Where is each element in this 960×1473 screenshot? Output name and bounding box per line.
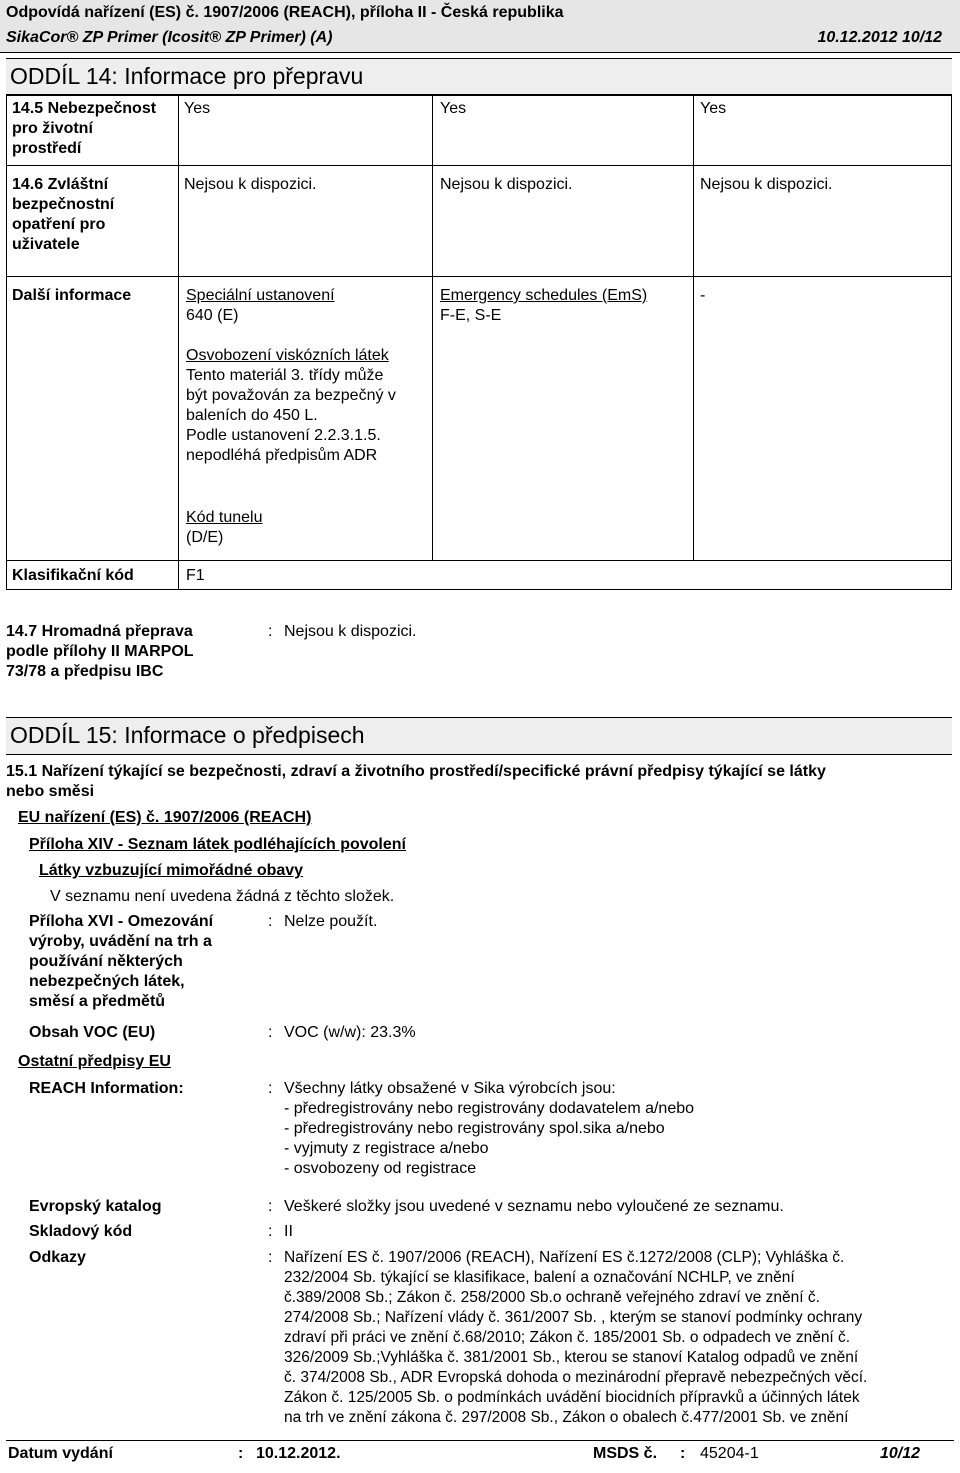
document-header	[0, 0, 960, 53]
transport-table	[6, 94, 952, 590]
special-value-adr: Nejsou k dispozici.	[184, 176, 317, 193]
classification-code-value: F1	[186, 567, 205, 584]
annex-xiv-heading: Příloha XIV - Seznam látek podléhajících povolení	[29, 836, 406, 853]
special-value-iata: Nejsou k dispozici.	[700, 176, 833, 193]
catalog-label: Evropský katalog	[29, 1198, 162, 1215]
issue-date-label: Datum vydání	[8, 1445, 113, 1462]
msds-colon: :	[680, 1445, 686, 1462]
viscous-exemption-label: Osvobození viskózních látek	[186, 347, 389, 364]
msds-value: 45204-1	[700, 1445, 759, 1462]
eu-regulation-heading: EU nařízení (ES) č. 1907/2006 (REACH)	[18, 809, 312, 826]
product-name: SikaCor® ZP Primer (Icosit® ZP Primer) (A)	[6, 29, 333, 46]
ems-value: F-E, S-E	[440, 307, 502, 324]
env-value-adr: Yes	[184, 100, 211, 117]
bulk-colon: :	[268, 623, 273, 640]
references-colon: :	[268, 1249, 273, 1266]
table-divider	[693, 94, 694, 560]
annex-xvi-label: Příloha XVI - Omezování výroby, uvádění na trh a používání některých nebezpečných látek, směsí a předmětů	[29, 913, 214, 1010]
svhc-text: V seznamu není uvedena žádná z těchto složek.	[50, 888, 395, 905]
header-date-page: 10.12.2012 10/12	[817, 29, 942, 46]
storage-code-label: Skladový kód	[29, 1223, 133, 1240]
section-14-title-bar	[6, 58, 952, 96]
other-eu-heading: Ostatní předpisy EU	[18, 1053, 171, 1070]
table-divider	[178, 94, 179, 590]
reach-info-label: REACH Information:	[29, 1080, 184, 1097]
special-provisions-label: Speciální ustanovení	[186, 287, 335, 304]
issue-date-colon: :	[238, 1445, 244, 1462]
tunnel-code-label: Kód tunelu	[186, 509, 263, 526]
row-other-label: Další informace	[12, 287, 132, 304]
references-text: Nařízení ES č. 1907/2006 (REACH), Nařízení ES č.1272/2008 (CLP); Vyhláška č. 232/2004 Sb. týkající se klasifikace, balení a označování NCHLP, ve znění č.389/2008 Sb.; Zákon č. 258/2000 Sb.o ochraně veřejného zdraví ve znění č. 274/2008 Sb.; Nařízení vlády č. 361/2007 Sb. , kterým se stanoví podmínky ochrany zdraví při práci ve znění č.68/2010; Zákon č. 185/2001 Sb. o odpadech ve znění č. 326/2009 Sb.;Vyhláška č. 381/2001 Sb., kterou se stanoví Katalog odpadů ve znění č. 374/2008 Sb., ADR Evropská dohoda o mezinárodní přepravě nebezpečných věcí. Zákon č. 125/2005 Sb. o podmínkách uvádění biocidních přípravků a účinných látek na trh ve znění zákona č. 297/2008 Sb., Zákon o obalech č.477/2001 Sb. ve znění	[284, 1249, 868, 1426]
storage-code-colon: :	[268, 1223, 273, 1240]
row-special-label: 14.6 Zvláštní bezpečnostní opatření pro uživatele	[12, 176, 115, 253]
reach-info-text: Všechny látky obsažené v Sika výrobcích jsou: - předregistrovány nebo registrovány dodavatelem a/nebo - předregistrovány nebo registrovány spol.sika a/nebo - vyjmuty z registrace a/nebo - osvobozeny od registrace	[284, 1080, 695, 1177]
msds-label: MSDS č.	[593, 1445, 658, 1462]
section-15-title-bar	[6, 717, 952, 755]
section-14-title: ODDÍL 14: Informace pro přepravu	[10, 63, 364, 89]
special-value-imdg: Nejsou k dispozici.	[440, 176, 573, 193]
ems-label: Emergency schedules (EmS)	[440, 287, 648, 304]
voc-label: Obsah VOC (EU)	[29, 1024, 156, 1041]
storage-code-value: II	[284, 1223, 293, 1240]
voc-colon: :	[268, 1024, 273, 1041]
section-15-title: ODDÍL 15: Informace o předpisech	[10, 722, 365, 748]
catalog-value: Veškeré složky jsou uvedené v seznamu nebo vyloučené ze seznamu.	[284, 1198, 784, 1215]
bulk-transport-label: 14.7 Hromadná přeprava podle přílohy II MARPOL 73/78 a předpisu IBC	[6, 623, 194, 680]
footer-divider	[6, 1440, 954, 1441]
env-value-iata: Yes	[700, 100, 727, 117]
tunnel-code-value: (D/E)	[186, 529, 224, 546]
table-row-divider	[6, 276, 952, 277]
table-divider	[432, 94, 433, 560]
reach-info-colon: :	[268, 1080, 273, 1097]
classification-code-label: Klasifikační kód	[12, 567, 134, 584]
issue-date-value: 10.12.2012.	[256, 1445, 341, 1462]
voc-value: VOC (w/w): 23.3%	[284, 1024, 416, 1041]
table-row-divider	[6, 165, 952, 166]
svhc-heading: Látky vzbuzující mimořádné obavy	[39, 862, 304, 879]
table-row-divider	[6, 560, 952, 561]
viscous-exemption-text: Tento materiál 3. třídy může být považován za bezpečný v baleních do 450 L. Podle ustanovení 2.2.3.1.5. nepodléhá předpisům ADR	[186, 367, 396, 464]
references-label: Odkazy	[29, 1249, 86, 1266]
regulation-line: Odpovídá nařízení (ES) č. 1907/2006 (REACH), příloha II - Česká republika	[6, 4, 564, 21]
footer-page-number: 10/12	[880, 1445, 921, 1462]
annex-xvi-value: Nelze použít.	[284, 913, 378, 930]
subsection-15-1: 15.1 Nařízení týkající se bezpečnosti, zdraví a životního prostředí/specifické právní předpisy týkající se látky nebo směsi	[6, 763, 826, 800]
bulk-transport-value: Nejsou k dispozici.	[284, 623, 417, 640]
row-env-label: 14.5 Nebezpečnost pro životní prostředí	[12, 100, 157, 157]
catalog-colon: :	[268, 1198, 273, 1215]
special-provisions-value: 640 (E)	[186, 307, 239, 324]
annex-xvi-colon: :	[268, 913, 273, 930]
other-col4-value: -	[700, 287, 706, 304]
env-value-imdg: Yes	[440, 100, 467, 117]
